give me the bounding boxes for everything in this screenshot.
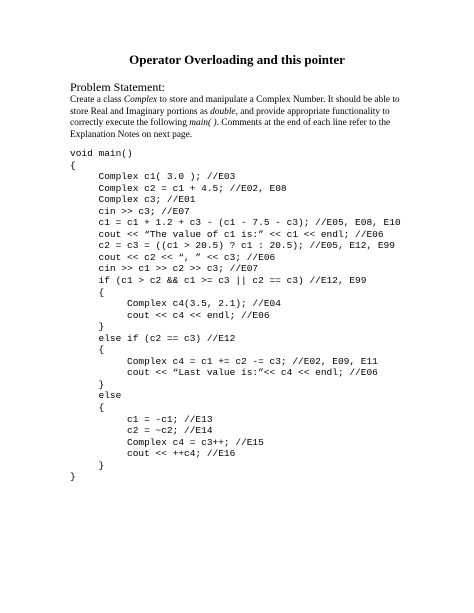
problem-statement-text [70,95,410,141]
code-line: Complex c4(3.5, 2.1); //E04 [70,298,281,310]
problem-statement-heading: Problem Statement: [70,80,165,94]
statement-line: correctly execute the following main( ). Comments at the end of each line refer to the [70,118,391,129]
code-line: { [70,344,105,356]
code-line: Complex c2 = c1 + 4.5; //E02, E08 [70,182,287,194]
code-line: else [70,390,122,402]
code-line: { [70,286,105,298]
code-line: if (c1 > c2 && c1 >= c3 || c2 == c3) //E12, E99 [70,275,367,287]
code-line: cin >> c3; //E07 [70,205,190,217]
code-line: Complex c4 = c1 += c2 -= c3; //E02, E09, E11 [70,355,378,367]
code-line: cout << c4 << endl; //E06 [70,309,270,321]
code-line: } [70,459,105,471]
code-line: cout << c2 << “, ” << c3; //E06 [70,251,276,263]
code-line: cout << “The value of c1 is:” << c1 << endl; //E06 [70,228,384,240]
code-line: { [70,402,105,414]
code-line: c2 = ~c2; //E14 [70,425,213,437]
document-title: Operator Overloading and this pointer [129,52,345,67]
code-line: } [70,471,76,483]
code-listing [70,148,401,483]
code-line: cout << ++c4; //E16 [70,448,236,460]
code-line: void main() [70,148,133,159]
code-line: Complex c3; //E01 [70,194,196,206]
code-line: } [70,321,105,333]
statement-line: Explanation Notes on next page. [70,129,193,140]
code-line: { [70,159,76,171]
code-line: c1 = -c1; //E13 [70,413,213,425]
code-line: Complex c1( 3.0 ); //E03 [70,171,236,183]
code-line: Complex c4 = c3++; //E15 [70,436,264,448]
code-line: c1 = c1 + 1.2 + c3 - (c1 - 7.5 - c3); //E05, E08, E10 [70,217,401,229]
code-line: } [70,378,105,390]
code-line: c2 = c3 = ((c1 > 20.5) ? c1 : 20.5); //E05, E12, E99 [70,240,395,252]
code-line: else if (c2 == c3) //E12 [70,332,236,344]
statement-line: Create a class Complex to store and manipulate a Complex Number. It should be able to [70,95,400,105]
code-line: cin >> c1 >> c2 >> c3; //E07 [70,263,259,275]
code-line: cout << “Last value is:”<< c4 << endl; //E06 [70,367,378,379]
statement-line: store Real and Imaginary portions as double, and provide appropriate functionality to [70,106,390,117]
